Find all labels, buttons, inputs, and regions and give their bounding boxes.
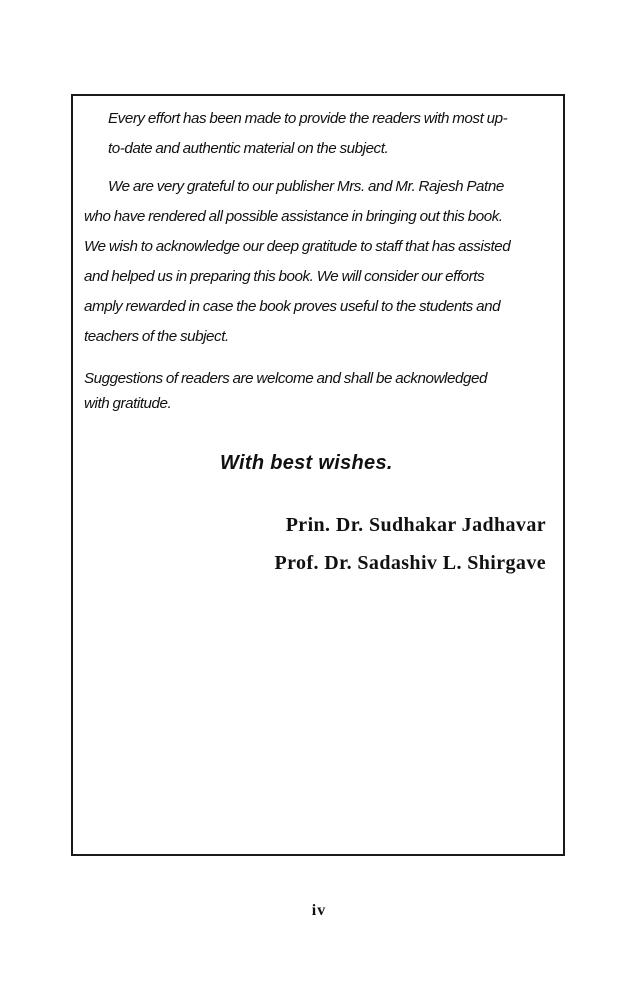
signatory-principal: Prin. Dr. Sudhakar Jadhavar	[285, 514, 546, 536]
intro-paragraph	[84, 104, 559, 164]
gratitude-line: amply rewarded in case the book proves useful to the students and	[84, 298, 501, 315]
gratitude-line: and helped us in preparing this book. We will consider our efforts	[84, 268, 485, 285]
signatory-professor: Prof. Dr. Sadashiv L. Shirgave	[274, 552, 546, 574]
gratitude-paragraph	[84, 172, 559, 352]
gratitude-line: who have rendered all possible assistance in bringing out this book.	[84, 208, 503, 225]
suggestions-line: with gratitude.	[84, 395, 172, 412]
intro-line: to-date and authentic material on the subject.	[108, 140, 389, 157]
suggestions-line: Suggestions of readers are welcome and shall be acknowledged	[84, 370, 487, 387]
gratitude-line: teachers of the subject.	[84, 328, 229, 345]
page-number: iv	[311, 902, 327, 919]
gratitude-line: We are very grateful to our publisher Mrs. and Mr. Rajesh Patne	[108, 178, 504, 195]
closing-wishes: With best wishes.	[220, 452, 393, 474]
gratitude-line: We wish to acknowledge our deep gratitude to staff that has assisted	[84, 238, 511, 255]
suggestions-paragraph	[84, 366, 559, 416]
intro-line: Every effort has been made to provide the readers with most up-	[108, 110, 508, 127]
